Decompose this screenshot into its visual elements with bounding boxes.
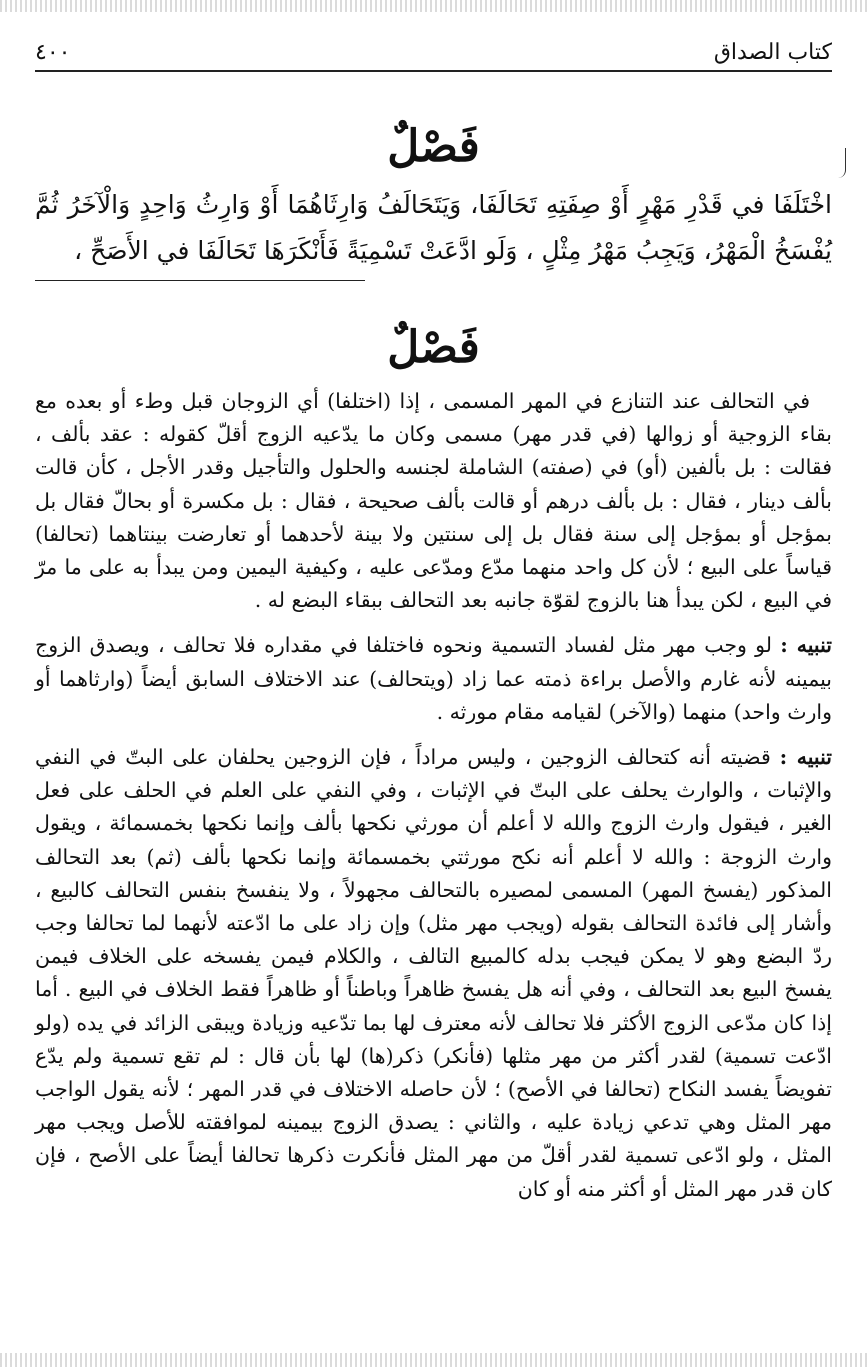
bottom-page-edge: [0, 1353, 868, 1367]
page-header: [35, 30, 832, 72]
section-heading: فَصْلٌ: [387, 121, 480, 172]
note-text: قضيته أنه كتحالف الزوجين ، وليس مراداً ، فإن الزوجين يحلفان على البتّ في النفي والإثبات ، والوارث يحلف على البتّ في الإثبات ، وفي النفي على العلم في الحلف على فعل الغير ، فيقول وارث الزوج والله لا أعلم أن مورثي نكحها بألف وإنما نكحها بخمسمائة ، ويقول وارث الزوجة : والله لا أعلم أنه نكح مورثتي بخمسمائة وإنما نكحها بألف (ثم) بعد التحالف المذكور (يفسخ المهر) المسمى لمصيره بالتحالف مجهولاً ، ولا ينفسخ بنفس التحالف كالبيع ، وأشار إلى فائدة التحالف بقوله (ويجب مهر مثل) وإن زاد على ما ادّعته لأنهما لما تحالفا وجب ردّ البضع وهو لا يمكن فيجب بدله كالمبيع التالف ، والكلام فيمن يفسخه على الخلاف فيمن يفسخ البيع بعد التحالف ، وفي أنه هل يفسخ ظاهراً وباطناً أو ظاهراً فقط الخلاف في البيع . أما إذا كان مدّعى الزوج الأكثر فلا تحالف لأنه معترف لها بما تدّعيه وزيادة ويبقى الزائد في يده (ولو ادّعت تسمية) لقدر أكثر من مهر مثلها (فأنكر) ذكر(ها) لها بأن قال : لم تقع تسمية ولم يدّع تفويضاً يفسد النكاح (تحالفا في الأصح) ؛ لأن حاصله الاختلاف في قدر المهر ؛ لأنه يقول الواجب مهر المثل وهي تدعي زيادة عليه ، والثاني : يصدق الزوج بيمينه لموافقته للأصل ويجب مهر المثل ، ولو ادّعى تسمية لقدر أقلّ من مهر المثل فأنكرت ذكرها تحالفا أيضاً على الأصح ، فإن كان قدر مهر المثل أو أكثر منه أو كان: [35, 745, 832, 1201]
note-label: تنبيه :: [779, 745, 832, 770]
matn-text: اخْتَلَفَا في قَدْرِ مَهْرٍ أَوْ صِفَتِهِ تَحَالَفَا، وَيَتَحَالَفُ وَارِثَاهُمَا أَوْ وَارِثُ وَاحِدٍ وَالْآخَرُ ثُمَّ يُفْسَخُ الْمَهْرُ، وَيَجِبُ مَهْرُ مِثْلٍ ، وَلَو ادَّعَتْ تَسْمِيَةً فَأَنْكَرَهَا تَحَالَفَا في الأَصَحِّ ،: [35, 190, 832, 265]
commentary-paragraph: في التحالف عند التنازع في المهر المسمى ، إذا (اختلفا) أي الزوجان قبل وطء أو بعده مع بقاء الزوجية أو زوالها (في قدر مهر) مسمى وكان ما يدّعيه الزوج أقلّ كقوله : عقد بألف ، فقالت : بل بألفين (أو) في (صفته) الشاملة لجنسه والحلول والتأجيل وقدر الأجل ، كأن قالت بألف دينار ، فقال : بل بألف درهم أو قالت بألف صحيحة ، فقال : بل مكسرة أو بحالّ فقال بل بمؤجل أو بمؤجل إلى سنة فقال بل إلى سنتين ولا بينة لأحدهما أو تعارضت بينتاهما (تحالفا) قياساً على البيع ؛ لأن كل واحد منهما مدّع ومدّعى عليه ، وكيفية اليمين ومن يبدأ به على ما مرّ في البيع ، لكن يبدأ هنا بالزوج لقوّة جانبه بعد التحالف ببقاء البضع له .: [35, 389, 832, 613]
book-page: [35, 30, 832, 1206]
note-text: لو وجب مهر مثل لفساد التسمية ونحوه فاختلفا في مقداره فلا تحالف ، ويصدق الزوج بيمينه لأنه غارم والأصل براءة ذمته عما زاد (ويتحالف) عند الاختلاف السابق أيضاً (وارثاهما أو وارث واحد) منهما (والآخر) لقيامه مقام مورثه .: [35, 633, 832, 724]
page-number: ٤٠٠: [35, 40, 71, 65]
commentary-section-heading: فَصْلٌ: [387, 322, 480, 373]
book-title: كتاب الصداق: [713, 40, 832, 65]
note-label: تنبيه :: [780, 633, 832, 658]
top-page-edge: [0, 0, 868, 12]
note-paragraph-1: [35, 629, 832, 729]
matn-separator-rule: [35, 280, 365, 281]
margin-mark: [835, 148, 846, 178]
note-paragraph-2: [35, 741, 832, 1206]
